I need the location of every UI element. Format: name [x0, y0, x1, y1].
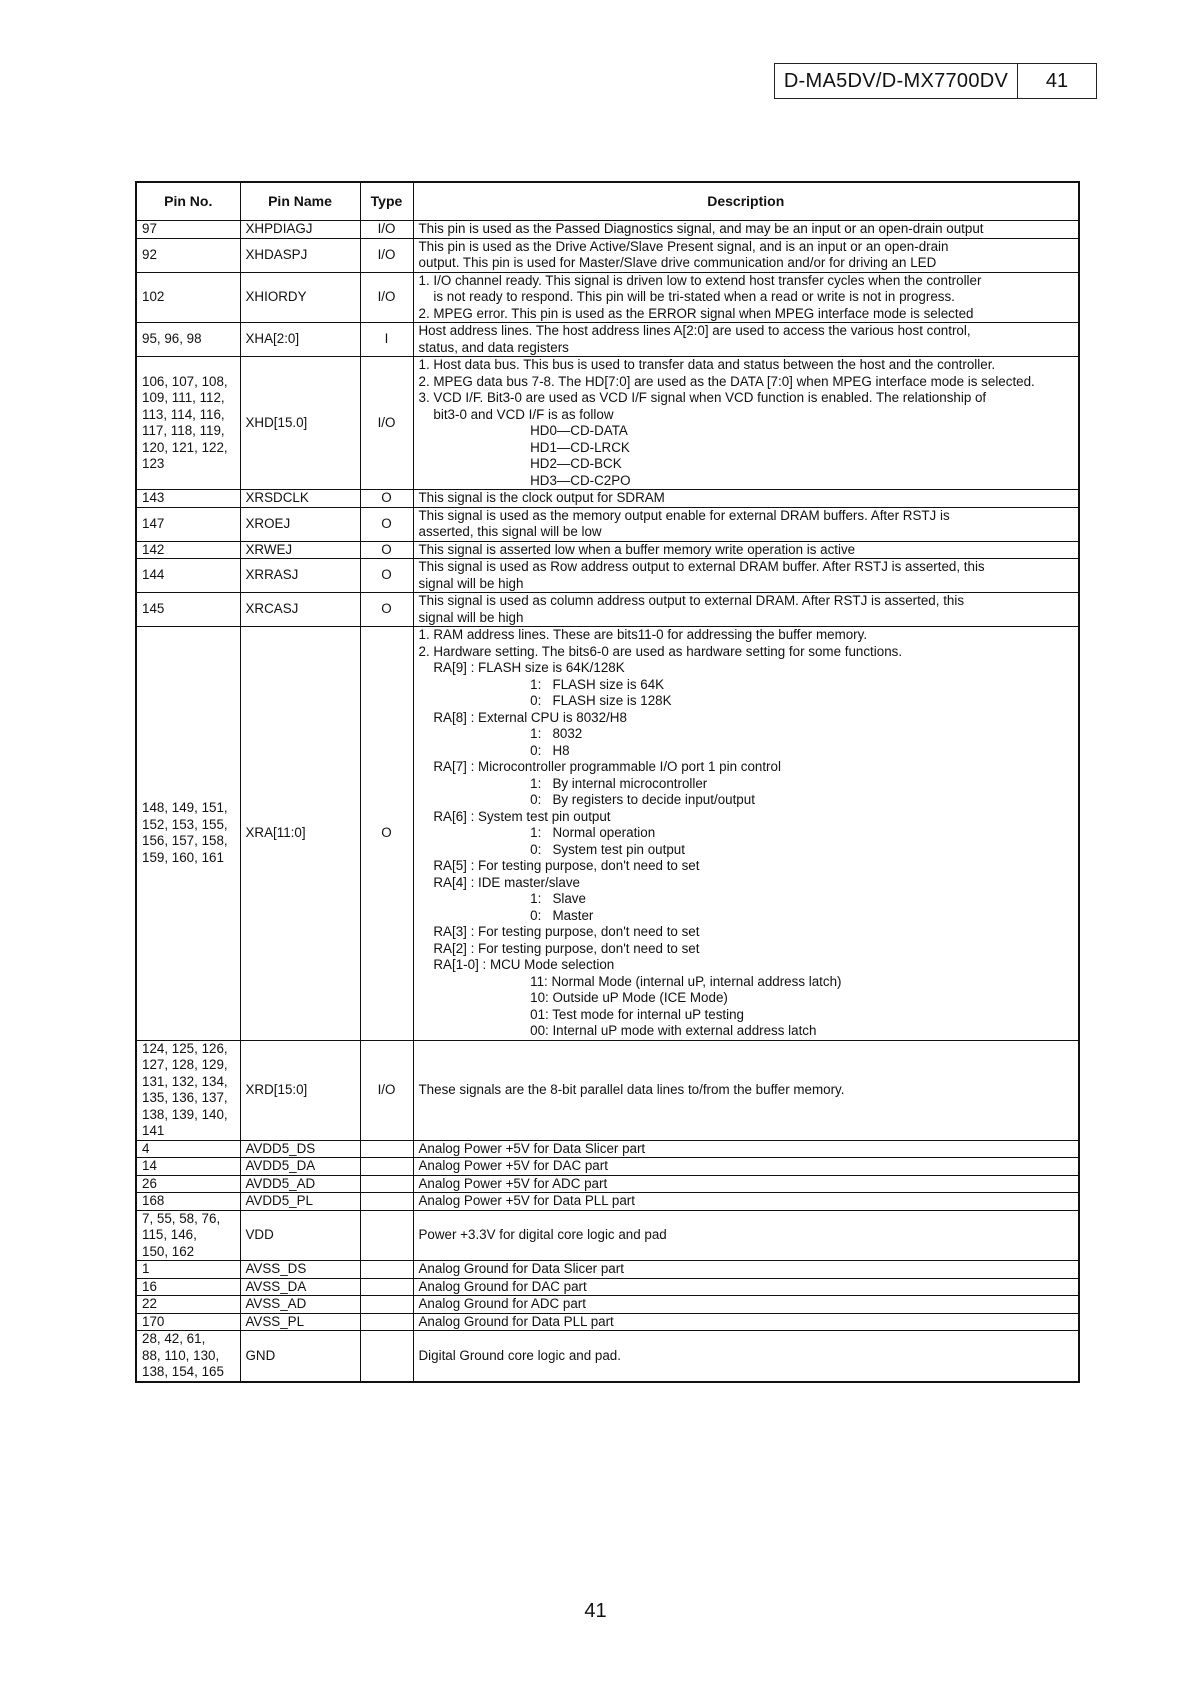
pin-no-cell: 92	[136, 238, 240, 272]
description-cell: Analog Ground for DAC part	[413, 1278, 1079, 1296]
pin-name-cell: AVSS_DS	[240, 1261, 360, 1279]
table-row	[136, 357, 1079, 490]
description-cell: This signal is asserted low when a buffer memory write operation is active	[413, 541, 1079, 559]
pin-name-cell: XROEJ	[240, 507, 360, 541]
pin-no-cell: 145	[136, 593, 240, 627]
description-cell: This signal is used as the memory output enable for external DRAM buffers. After RSTJ is asserted, this signal will be low	[413, 507, 1079, 541]
column-header-pin-name: Pin Name	[240, 182, 360, 221]
pin-description-table	[135, 181, 1080, 1383]
description-cell: Analog Ground for ADC part	[413, 1296, 1079, 1314]
pin-no-cell: 170	[136, 1313, 240, 1331]
pin-name-cell: AVSS_DA	[240, 1278, 360, 1296]
table-row	[136, 1296, 1079, 1314]
description-cell: This pin is used as the Passed Diagnostics signal, and may be an input or an open-drain output	[413, 221, 1079, 239]
description-cell: This signal is the clock output for SDRAM	[413, 490, 1079, 508]
table-row	[136, 1313, 1079, 1331]
type-cell: O	[360, 559, 413, 593]
type-cell: I/O	[360, 357, 413, 490]
pin-no-cell: 95, 96, 98	[136, 323, 240, 357]
type-cell	[360, 1296, 413, 1314]
table-row	[136, 1261, 1079, 1279]
type-cell: O	[360, 627, 413, 1041]
pin-name-cell: XRCASJ	[240, 593, 360, 627]
description-cell: These signals are the 8-bit parallel data lines to/from the buffer memory.	[413, 1040, 1079, 1140]
type-cell: I/O	[360, 272, 413, 323]
table-row	[136, 627, 1079, 1041]
description-cell: Analog Power +5V for ADC part	[413, 1175, 1079, 1193]
type-cell	[360, 1140, 413, 1158]
table-row	[136, 1140, 1079, 1158]
pin-no-cell: 147	[136, 507, 240, 541]
table-row	[136, 272, 1079, 323]
type-cell: O	[360, 593, 413, 627]
type-cell: I/O	[360, 221, 413, 239]
model-number: D-MA5DV/D-MX7700DV	[775, 64, 1018, 98]
description-cell: Analog Ground for Data Slicer part	[413, 1261, 1079, 1279]
table-row	[136, 323, 1079, 357]
table-row	[136, 221, 1079, 239]
pin-no-cell: 4	[136, 1140, 240, 1158]
pin-no-cell: 22	[136, 1296, 240, 1314]
pin-name-cell: XRRASJ	[240, 559, 360, 593]
table-row	[136, 593, 1079, 627]
pin-no-cell: 143	[136, 490, 240, 508]
type-cell: I	[360, 323, 413, 357]
type-cell	[360, 1313, 413, 1331]
header-page-number: 41	[1045, 69, 1069, 92]
pin-name-cell: AVDD5_DS	[240, 1140, 360, 1158]
pin-no-cell: 16	[136, 1278, 240, 1296]
pin-no-cell: 124, 125, 126, 127, 128, 129, 131, 132, 134, 135, 136, 137, 138, 139, 140, 141	[136, 1040, 240, 1140]
description-cell: 1. Host data bus. This bus is used to transfer data and status between the host and the controller. 2. MPEG data bus 7-8. The HD[7:0] are used as the DATA [7:0] when MPEG interface mode is selected. 3. VCD I/F. Bit3-0 are used as VCD I/F signal when VCD function is enabled. The relationship of bit3-0 and VCD I/F is as follow HD0—CD-DATA HD1—CD-LRCK HD2—CD-BCK HD3—CD-C2PO	[413, 357, 1079, 490]
table-row	[136, 1331, 1079, 1382]
pin-name-cell: AVSS_AD	[240, 1296, 360, 1314]
description-cell: This signal is used as column address output to external DRAM. After RSTJ is asserted, this signal will be high	[413, 593, 1079, 627]
description-cell: Power +3.3V for digital core logic and pad	[413, 1210, 1079, 1261]
table-row	[136, 507, 1079, 541]
description-cell: Analog Power +5V for DAC part	[413, 1158, 1079, 1176]
table-row	[136, 1210, 1079, 1261]
column-header-type: Type	[360, 182, 413, 221]
pin-no-cell: 26	[136, 1175, 240, 1193]
type-cell	[360, 1175, 413, 1193]
description-cell: Analog Ground for Data PLL part	[413, 1313, 1079, 1331]
pin-name-cell: GND	[240, 1331, 360, 1382]
pin-name-cell: XRWEJ	[240, 541, 360, 559]
pin-name-cell: XHDASPJ	[240, 238, 360, 272]
type-cell	[360, 1158, 413, 1176]
footer-page-number: 41	[584, 1600, 607, 1622]
pin-no-cell: 168	[136, 1193, 240, 1211]
pin-name-cell: AVDD5_DA	[240, 1158, 360, 1176]
pin-no-cell: 144	[136, 559, 240, 593]
pin-name-cell: VDD	[240, 1210, 360, 1261]
description-cell: Analog Power +5V for Data Slicer part	[413, 1140, 1079, 1158]
pin-name-cell: XHA[2:0]	[240, 323, 360, 357]
table-row	[136, 1158, 1079, 1176]
table-row	[136, 238, 1079, 272]
document-header	[774, 63, 1097, 99]
pin-no-cell: 14	[136, 1158, 240, 1176]
pin-no-cell: 142	[136, 541, 240, 559]
pin-name-cell: XHD[15.0]	[240, 357, 360, 490]
type-cell: O	[360, 507, 413, 541]
description-cell: Digital Ground core logic and pad.	[413, 1331, 1079, 1382]
type-cell	[360, 1331, 413, 1382]
type-cell	[360, 1278, 413, 1296]
table-row	[136, 559, 1079, 593]
pin-no-cell: 102	[136, 272, 240, 323]
type-cell	[360, 1261, 413, 1279]
description-cell: 1. RAM address lines. These are bits11-0 for addressing the buffer memory. 2. Hardware setting. The bits6-0 are used as hardware setting for some functions. RA[9] : FLASH size is 64K/128K 1: FLASH size is 64K 0: FLASH size is 128K RA[8] : External CPU is 8032/H8 1: 8032 0: H8 RA[7] : Microcontroller programmable I/O port 1 pin control 1: By internal microcontroller 0: By registers to decide input/output RA[6] : System test pin output 1: Normal operation 0: System test pin output RA[5] : For testing purpose, don't need to set RA[4] : IDE master/slave 1: Slave 0: Master RA[3] : For testing purpose, don't need to set RA[2] : For testing purpose, don't need to set RA[1-0] : MCU Mode selection 11: Normal Mode (internal uP, internal address latch) 10: Outside uP Mode (ICE Mode) 01: Test mode for internal uP testing 00: Internal uP mode with external address latch	[413, 627, 1079, 1041]
description-cell: This signal is used as Row address output to external DRAM buffer. After RSTJ is asserted, this signal will be high	[413, 559, 1079, 593]
column-header-pin-no: Pin No.	[136, 182, 240, 221]
description-cell: This pin is used as the Drive Active/Slave Present signal, and is an input or an open-drain output. This pin is used for Master/Slave drive communication and/or for driving an LED	[413, 238, 1079, 272]
pin-name-cell: XRSDCLK	[240, 490, 360, 508]
pin-no-cell: 28, 42, 61, 88, 110, 130, 138, 154, 165	[136, 1331, 240, 1382]
pin-name-cell: XHIORDY	[240, 272, 360, 323]
table-row	[136, 1278, 1079, 1296]
pin-name-cell: AVSS_PL	[240, 1313, 360, 1331]
type-cell: I/O	[360, 1040, 413, 1140]
column-header-description: Description	[413, 182, 1079, 221]
type-cell	[360, 1210, 413, 1261]
pin-name-cell: AVDD5_PL	[240, 1193, 360, 1211]
table-header-row	[136, 182, 1079, 221]
pin-no-cell: 106, 107, 108, 109, 111, 112, 113, 114, 116, 117, 118, 119, 120, 121, 122, 123	[136, 357, 240, 490]
pin-name-cell: AVDD5_AD	[240, 1175, 360, 1193]
pin-no-cell: 97	[136, 221, 240, 239]
pin-name-cell: XRA[11:0]	[240, 627, 360, 1041]
table-row	[136, 1193, 1079, 1211]
table-row	[136, 1040, 1079, 1140]
type-cell: O	[360, 490, 413, 508]
type-cell: O	[360, 541, 413, 559]
type-cell	[360, 1193, 413, 1211]
pin-no-cell: 7, 55, 58, 76, 115, 146, 150, 162	[136, 1210, 240, 1261]
table-row	[136, 490, 1079, 508]
pin-no-cell: 1	[136, 1261, 240, 1279]
table-row	[136, 541, 1079, 559]
description-cell: Analog Power +5V for Data PLL part	[413, 1193, 1079, 1211]
description-cell: Host address lines. The host address lines A[2:0] are used to access the various host control, status, and data registers	[413, 323, 1079, 357]
pin-name-cell: XRD[15:0]	[240, 1040, 360, 1140]
description-cell: 1. I/O channel ready. This signal is driven low to extend host transfer cycles when the controller is not ready to respond. This pin will be tri-stated when a read or write is not in progress. 2. MPEG error. This pin is used as the ERROR signal when MPEG interface mode is selected	[413, 272, 1079, 323]
pin-no-cell: 148, 149, 151, 152, 153, 155, 156, 157, 158, 159, 160, 161	[136, 627, 240, 1041]
table-row	[136, 1175, 1079, 1193]
type-cell: I/O	[360, 238, 413, 272]
pin-name-cell: XHPDIAGJ	[240, 221, 360, 239]
